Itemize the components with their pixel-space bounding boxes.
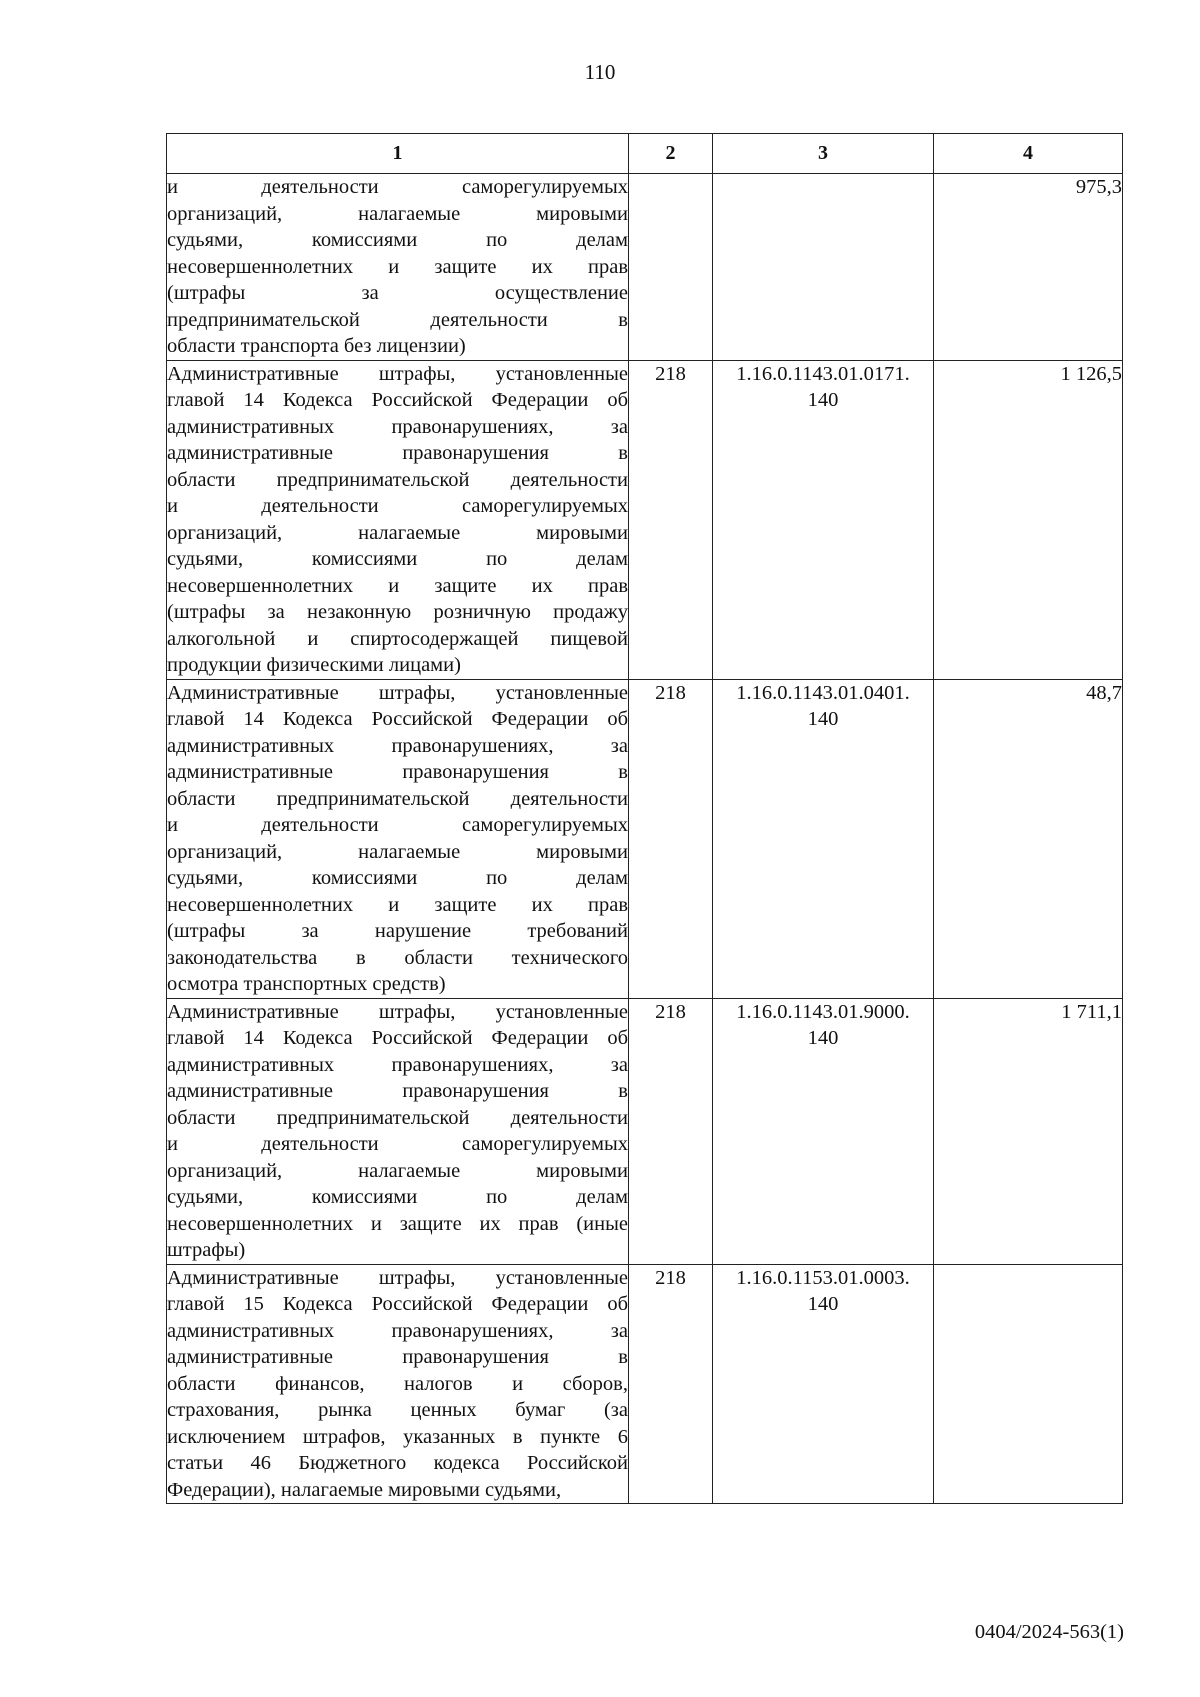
revenue-name-line: Административные штрафы, установленные [167,1266,628,1289]
amount-cell: 975,3 [934,174,1123,361]
header-col-4: 4 [934,134,1123,174]
revenue-name-line: и деятельности саморегулируемых [167,495,628,517]
revenue-name-line: статьи 46 Бюджетного кодекса Российской [167,1452,628,1474]
classification-code-cell [713,360,934,679]
classification-code-line: 1.16.0.1143.01.0401. [736,681,910,704]
classification-code-line: 1.16.0.1143.01.0171. [736,362,910,385]
revenue-name-line: предпринимательской деятельности в [167,308,628,331]
revenue-name-line: (штрафы за нарушение требований [167,920,628,942]
classification-code-suffix: 140 [807,708,839,730]
revenue-name-line: области предпринимательской деятельности [167,787,628,810]
amount-cell [934,1264,1123,1504]
revenue-name-line: административных правонарушениях, за [167,415,628,438]
revenue-name-line: административные правонарушения в [167,761,628,783]
revenue-name-line: несовершеннолетних и защите их прав (иные [167,1212,628,1235]
table-row [167,998,1123,1264]
document-id: 0404/2024-563(1) [974,1621,1124,1643]
revenue-name-line: (штрафы за осуществление [167,282,628,304]
revenue-name-line: законодательства в области технического [167,946,628,969]
page-number: 110 [584,60,616,84]
revenue-name-line: Административные штрафы, установленные [167,681,628,704]
revenue-name-line: организаций, налагаемые мировыми [167,521,628,544]
header-col-3: 3 [713,134,934,174]
revenue-name-cell [167,174,629,361]
revenue-name-line: Административные штрафы, установленные [167,1000,628,1023]
header-col-2: 2 [629,134,713,174]
revenue-name-line: несовершеннолетних и защите их прав [167,255,628,278]
revenue-name-line: исключением штрафов, указанных в пункте 6 [167,1425,628,1448]
revenue-name-line: и деятельности саморегулируемых [167,176,628,198]
revenue-name-line: страхования, рынка ценных бумаг (за [167,1399,628,1421]
revenue-name-line: административные правонарушения в [167,442,628,464]
admin-code-cell: 218 [629,1264,713,1504]
revenue-name-line: главой 14 Кодекса Российской Федерации об [167,1027,628,1049]
revenue-name-line: организаций, налагаемые мировыми [167,202,628,225]
revenue-name-line: и деятельности саморегулируемых [167,814,628,836]
classification-code-cell [713,998,934,1264]
revenue-name-line: области предпринимательской деятельности [167,1106,628,1129]
revenue-name-line: области транспорта без лицензии) [167,335,466,357]
amount-cell: 1 711,1 [934,998,1123,1264]
revenue-name-line: судьями, комиссиями по делам [167,1186,628,1208]
revenue-name-cell [167,679,629,998]
revenue-name-line: административных правонарушениях, за [167,1053,628,1076]
revenue-name-line: судьями, комиссиями по делам [167,548,628,570]
classification-code-line: 1.16.0.1153.01.0003. [736,1266,910,1289]
revenue-name-line: области предпринимательской деятельности [167,468,628,491]
classification-code-suffix: 140 [807,1027,839,1049]
revenue-name-line: главой 14 Кодекса Российской Федерации об [167,708,628,730]
revenue-name-line: осмотра транспортных средств) [167,973,446,995]
classification-code-cell [713,174,934,361]
revenue-name-line: административные правонарушения в [167,1080,628,1102]
revenue-name-line: административные правонарушения в [167,1346,628,1368]
admin-code-cell [629,174,713,361]
revenue-name-line: штрафы) [167,1239,246,1261]
classification-code-suffix: 140 [807,389,839,411]
revenue-name-line: судьями, комиссиями по делам [167,867,628,889]
revenue-name-cell [167,1264,629,1504]
revenue-name-line: Административные штрафы, установленные [167,362,628,385]
revenue-name-cell [167,360,629,679]
table-body [167,174,1123,1504]
table-row [167,679,1123,998]
revenue-name-line: Федерации), налагаемые мировыми судьями, [167,1478,562,1501]
revenue-name-line: организаций, налагаемые мировыми [167,840,628,863]
header-col-1: 1 [167,134,629,174]
classification-code-cell [713,679,934,998]
amount-cell: 48,7 [934,679,1123,998]
admin-code-cell: 218 [629,360,713,679]
revenue-name-line: продукции физическими лицами) [167,654,461,676]
amount-cell: 1 126,5 [934,360,1123,679]
revenue-name-line: организаций, налагаемые мировыми [167,1159,628,1182]
revenue-name-line: (штрафы за незаконную розничную продажу [167,601,628,623]
table-header-row [167,134,1123,174]
revenue-name-line: главой 15 Кодекса Российской Федерации об [167,1293,628,1315]
classification-code-line: 1.16.0.1143.01.9000. [736,1000,910,1023]
table-row [167,174,1123,361]
revenue-name-line: судьями, комиссиями по делам [167,229,628,251]
revenue-name-line: и деятельности саморегулируемых [167,1133,628,1155]
revenue-name-line: области финансов, налогов и сборов, [167,1372,628,1395]
admin-code-cell: 218 [629,679,713,998]
revenue-name-line: несовершеннолетних и защите их прав [167,574,628,597]
table-row [167,1264,1123,1504]
admin-code-cell: 218 [629,998,713,1264]
revenue-name-line: административных правонарушениях, за [167,734,628,757]
table-row [167,360,1123,679]
revenue-name-line: административных правонарушениях, за [167,1319,628,1342]
budget-table [166,133,1123,1504]
classification-code-cell [713,1264,934,1504]
classification-code-suffix: 140 [807,1293,839,1315]
revenue-name-cell [167,998,629,1264]
revenue-name-line: главой 14 Кодекса Российской Федерации об [167,389,628,411]
revenue-name-line: алкогольной и спиртосодержащей пищевой [167,627,628,650]
revenue-name-line: несовершеннолетних и защите их прав [167,893,628,916]
